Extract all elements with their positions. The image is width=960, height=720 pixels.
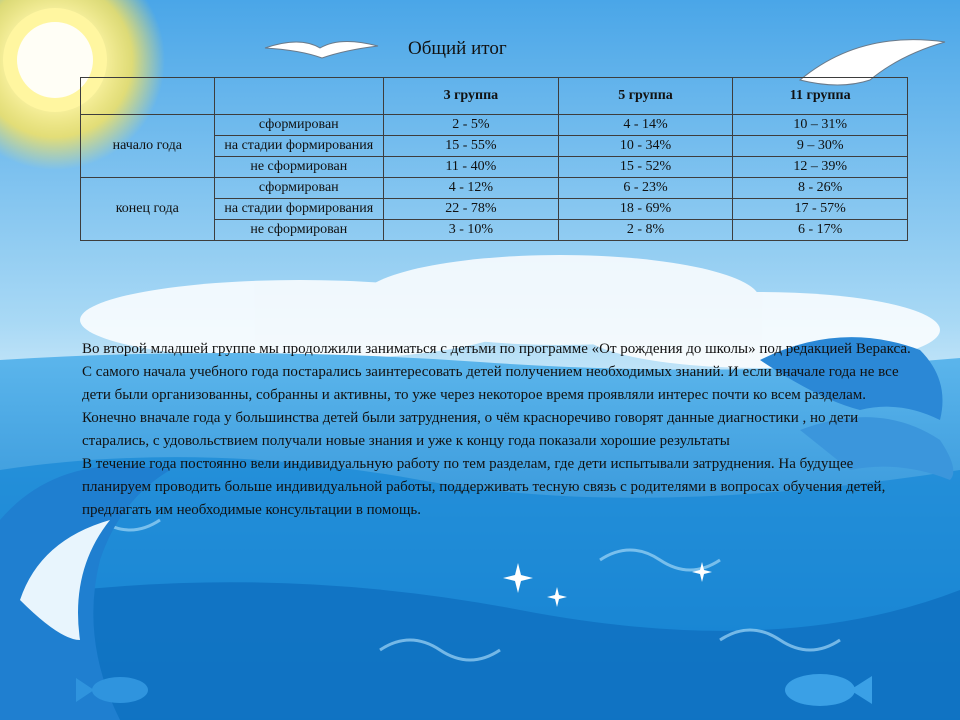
header-cell-group-5: 5 группа [558, 78, 733, 115]
value-cell: 12 – 39% [733, 157, 908, 178]
level-cell: не сформирован [214, 220, 384, 241]
value-cell: 18 - 69% [558, 199, 733, 220]
table-row [81, 115, 908, 136]
value-cell: 2 - 5% [384, 115, 559, 136]
value-cell: 2 - 8% [558, 220, 733, 241]
value-cell: 3 - 10% [384, 220, 559, 241]
period-cell: начало года [81, 115, 215, 178]
value-cell: 11 - 40% [384, 157, 559, 178]
table-row [81, 178, 908, 199]
value-cell: 17 - 57% [733, 199, 908, 220]
level-cell: на стадии формирования [214, 199, 384, 220]
value-cell: 10 - 34% [558, 136, 733, 157]
level-cell: сформирован [214, 178, 384, 199]
header-cell-group-3: 3 группа [384, 78, 559, 115]
value-cell: 15 - 52% [558, 157, 733, 178]
value-cell: 9 – 30% [733, 136, 908, 157]
header-cell [81, 78, 215, 115]
level-cell: на стадии формирования [214, 136, 384, 157]
value-cell: 22 - 78% [384, 199, 559, 220]
value-cell: 15 - 55% [384, 136, 559, 157]
value-cell: 10 – 31% [733, 115, 908, 136]
level-cell: сформирован [214, 115, 384, 136]
table-header-row [81, 78, 908, 115]
level-cell: не сформирован [214, 157, 384, 178]
header-cell-group-11: 11 группа [733, 78, 908, 115]
paragraph: Во второй младшей группе мы продолжили заниматься с детьми по программе «От рождения до школы» под редакцией Веракса. С самого начала учебного года постарались заинтересовать детей получением необходимых знаний. И если вначале года не все дети были организованны, собранны и активны, то уже через некоторое время проявляли интерес почти ко всем разделам. Конечно вначале года у большинства детей были затруднения, о чём красноречиво говорят данные диагностики , но дети старались, с удовольствием получали новые знания и уже к концу года показали хорошие результаты [82, 341, 911, 449]
results-table [80, 77, 908, 241]
header-cell [214, 78, 384, 115]
value-cell: 6 - 17% [733, 220, 908, 241]
summary-text [82, 338, 922, 522]
value-cell: 8 - 26% [733, 178, 908, 199]
period-cell: конец года [81, 178, 215, 241]
value-cell: 4 - 14% [558, 115, 733, 136]
value-cell: 4 - 12% [384, 178, 559, 199]
value-cell: 6 - 23% [558, 178, 733, 199]
page-title: Общий итог [408, 38, 507, 59]
paragraph: В течение года постоянно вели индивидуальную работу по тем разделам, где дети испытывали затруднения. На будущее планируем проводить больше индивидуальной работы, поддерживать тесную связь с родителями в вопросах обучения детей, предлагать им необходимые консультации в помощь. [82, 456, 886, 518]
